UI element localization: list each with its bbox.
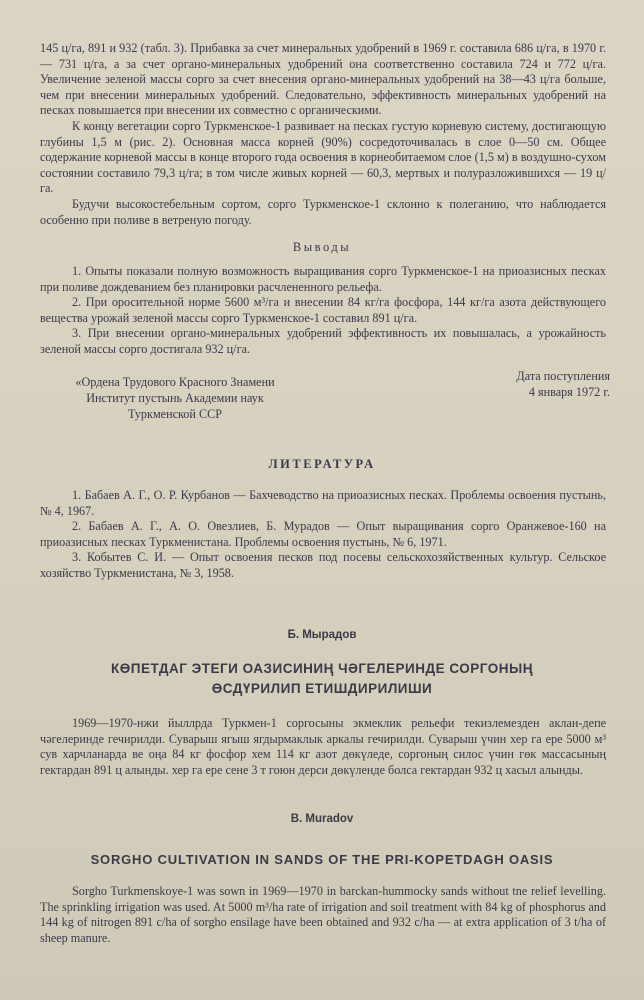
conclusion-item: 2. При оросительной норме 5600 м³/га и внесении 84 кг/га фосфора, 144 кг/га азота действующего вещества урожай зеленой массы сорго Туркменское-1 составил 891 ц/га. (40, 295, 606, 325)
affiliation-block (40, 374, 310, 422)
paragraph-continuation: 145 ц/га, 891 и 932 (табл. 3). Прибавка за счет минеральных удобрений в 1969 г. составила 686 ц/га, в 1970 г.— 731 ц/га, а за счет органо-минеральных удобрений она соответственно составила 724 и 772 ц/га. Увеличение зеленой массы сорго за счет внесения органо-минеральных удобрений на 38—43 ц/га больше, чем при внесении минеральных удобрений. Следовательно, эффективность минеральных удобрений на песках повышается при внесении их совместно с органическими. (40, 41, 606, 118)
turkmen-title-line: ӨСДҮРИЛИП ЕТИШДИРИЛИШИ (211, 681, 433, 696)
turkmen-summary (40, 716, 606, 778)
turkmen-abstract: 1969—1970-нжи йыллрда Туркмен-1 соргосыны экмеклик рельефи текизлемезден аклан-депе чәгелеринде гечирилди. Суварыш ягыш ягдырмаклык аркалы гечирилди. Суварыш үчин хер га ере 5000 м³ сув харчланарда ве оңа 84 кг фосфор хем 114 кг азот дөкүледе, соргоның силос үчин гөк массасының гектардан 891 ц алынды. хер га ере сене 3 т гоюн дерси дөкүленде болса гектардан 932 ц хасыл алынды. (40, 716, 606, 777)
reference-item: 2. Бабаев А. Г., А. О. Овезлиев, Б. Мурадов — Опыт выращивания сорго Оранжевое-160 на приоазисных песках Туркменистана. Проблемы освоения пустынь, № 6, 1971. (40, 519, 606, 549)
received-date: 4 января 1972 г. (528, 385, 610, 399)
affiliation-line: «Ордена Трудового Красного Знамени (75, 375, 275, 389)
english-title: SORGHO CULTIVATION IN SANDS OF THE PRI-KOPETDAGH OASIS (90, 852, 554, 867)
literature-list (40, 488, 606, 582)
english-author: B. Muradov (290, 813, 354, 825)
received-date-block (460, 368, 610, 400)
turkmen-author: Б. Мырадов (287, 629, 357, 641)
body-text-top (40, 41, 606, 228)
paragraph-root-system: К концу вегетации сорго Туркменское-1 развивает на песках густую корневую систему, достигающую глубины 1,5 м (рис. 2). Основная масса корней (90%) сосредоточивалась в слое 0—50 см. Общее содержание корневой массы в конце второго года освоения в корнеобитаемом слое (1,5 м) в воздушно-сухом состоянии составило 79,3 ц/га; в том числе живых корней — 60,3, мертвых и полуразложившихся — 19 ц/га. (40, 118, 606, 196)
conclusion-item: 3. При внесении органо-минеральных удобрений эффективность их повышалась, а урожайность зеленой массы сорго достигала 932 ц/га. (40, 326, 606, 356)
received-label: Дата поступления (516, 369, 610, 383)
english-summary (40, 884, 606, 946)
turkmen-title (0, 659, 644, 699)
conclusions-heading: Выводы (292, 240, 352, 254)
conclusions-list (40, 264, 606, 358)
affiliation-line: Институт пустынь Академии наук (86, 391, 264, 405)
literature-heading: ЛИТЕРАТУРА (268, 457, 376, 471)
conclusion-item: 1. Опыты показали полную возможность выращивания сорго Туркменское-1 на приоазисных песках при поливе дождеванием без планировки расчлененного рельефа. (40, 264, 606, 294)
english-abstract: Sorgho Turkmenskoye-1 was sown in 1969—1970 in barckan-hummocky sands without tne relief levelling. The sprinkling irrigation was used. At 5000 m³/ha rate of irrigation and soil treatment with 84 kg of phosphorus and 144 kg of nitrogen 891 c/ha of sorgho ensilage have been obtained and 932 c/ha — at extra application of 3 t/ha of sheep manure. (40, 884, 606, 945)
reference-item: 1. Бабаев А. Г., О. Р. Курбанов — Бахчеводство на приоазисных песках. Проблемы освоения пустынь, № 4, 1967. (40, 488, 606, 518)
reference-item: 3. Кобытев С. И. — Опыт освоения песков под посевы сельскохозяйственных культур. Сельское хозяйство Туркменистана, № 3, 1958. (40, 550, 606, 580)
turkmen-title-line: КӨПЕТДАГ ЭТЕГИ ОАЗИСИНИҢ ЧӘГЕЛЕРИНДЕ СОРГОНЫҢ (111, 661, 533, 676)
paragraph-lodging: Будучи высокостебельным сортом, сорго Туркменское-1 склонно к полеганию, что наблюдается особенно при поливе в ветреную погоду. (40, 196, 606, 227)
affiliation-line: Туркменской ССР (128, 407, 222, 421)
